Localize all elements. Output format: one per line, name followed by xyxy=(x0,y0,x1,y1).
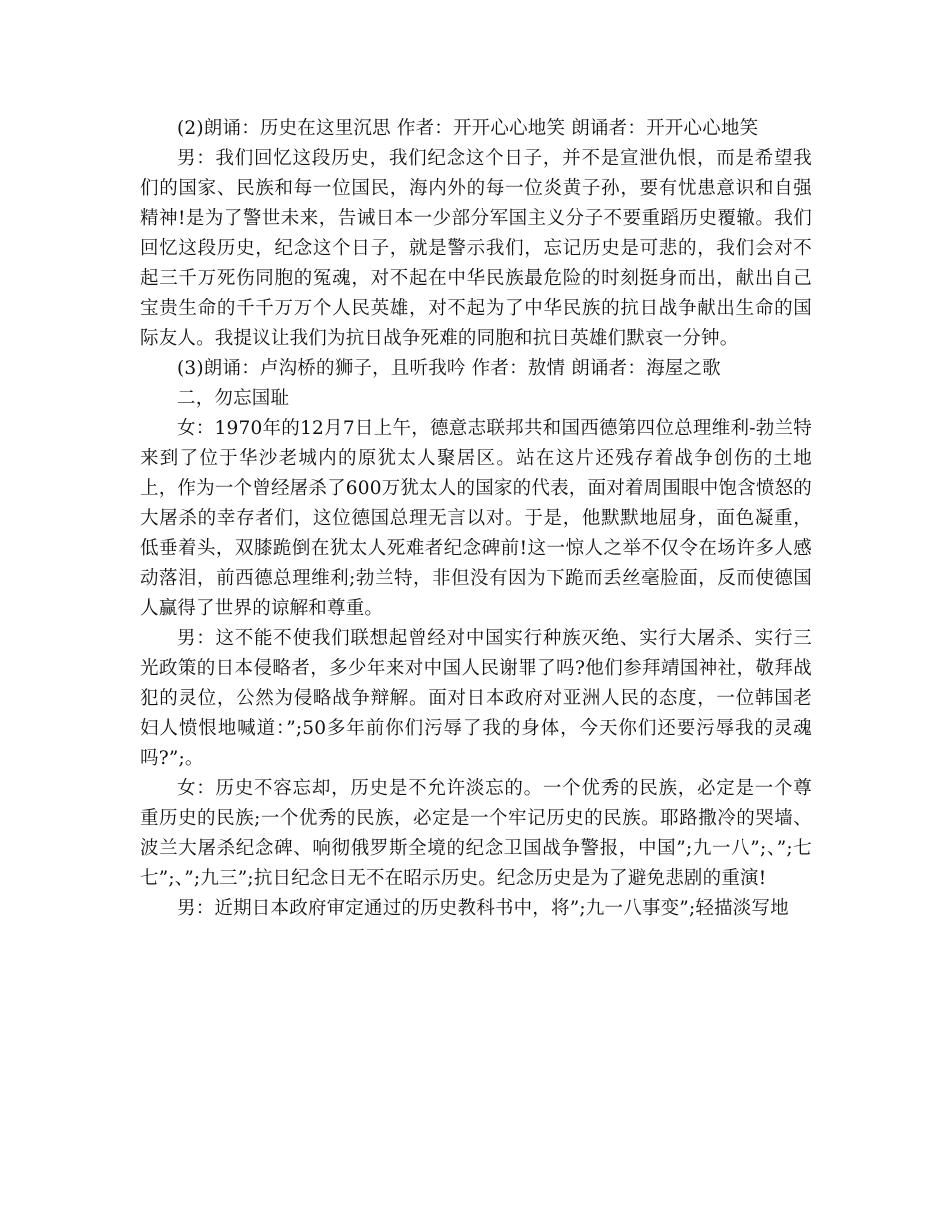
document-body xyxy=(140,114,812,924)
paragraph-male-2: 男：这不能不使我们联想起曾经对中国实行种族灭绝、实行大屠杀、实行三光政策的日本侵略者，多少年来对中国人民谢罪了吗?他们参拜靖国神社，敬拜战犯的灵位，公然为侵略战争辩解。面对日本政府对亚洲人民的态度，一位韩国老妇人愤恨地喊道：”;50多年前你们污辱了我的身体，今天你们还要污辱我的灵魂吗?”;。 xyxy=(140,628,812,769)
paragraph-female-2: 女：历史不容忘却，历史是不允许淡忘的。一个优秀的民族，必定是一个尊重历史的民族;一个优秀的民族，必定是一个牢记历史的民族。耶路撒冷的哭墙、波兰大屠杀纪念碑、响彻俄罗斯全境的纪念卫国战争警报，中国”;九一八”;、”;七七”;、”;九三”;抗日纪念日无不在昭示历史。纪念历史是为了避免悲剧的重演! xyxy=(140,778,812,889)
paragraph-recitation-3: (3)朗诵：卢沟桥的狮子，且听我吟 作者：敖情 朗诵者：海屋之歌 xyxy=(177,358,721,379)
paragraph-male-3: 男：近期日本政府审定通过的历史教科书中，将”;九一八事变”;轻描淡写地 xyxy=(177,898,789,919)
paragraph-recitation-2: (2)朗诵：历史在这里沉思 作者：开开心心地笑 朗诵者：开开心心地笑 xyxy=(177,118,759,139)
paragraph-male-1: 男：我们回忆这段历史，我们纪念这个日子，并不是宣泄仇恨，而是希望我们的国家、民族和每一位国民，海内外的每一位炎黄子孙，要有忧患意识和自强精神!是为了警世未来，告诫日本一少部分军国主义分子不要重蹈历史覆辙。我们回忆这段历史，纪念这个日子，就是警示我们，忘记历史是可悲的，我们会对不起三千万死伤同胞的冤魂，对不起在中华民族最危险的时刻挺身而出，献出自己宝贵生命的千千万万个人民英雄，对不起为了中华民族的抗日战争献出生命的国际友人。我提议让我们为抗日战争死难的同胞和抗日英雄们默哀一分钟。 xyxy=(140,148,812,349)
paragraph-female-1: 女：1970年的12月7日上午，德意志联邦共和国西德第四位总理维利-勃兰特来到了位于华沙老城内的原犹太人聚居区。站在这片还残存着战争创伤的土地上，作为一个曾经屠杀了600万犹太人的国家的代表，面对着周围眼中饱含愤怒的大屠杀的幸存者们，这位德国总理无言以对。于是，他默默地屈身，面色凝重，低垂着头，双膝跪倒在犹太人死难者纪念碑前!这一惊人之举不仅令在场许多人感动落泪，前西德总理维利;勃兰特，非但没有因为下跪而丢丝毫脸面，反而使德国人赢得了世界的谅解和尊重。 xyxy=(140,418,812,619)
section-heading: 二，勿忘国耻 xyxy=(177,388,290,409)
